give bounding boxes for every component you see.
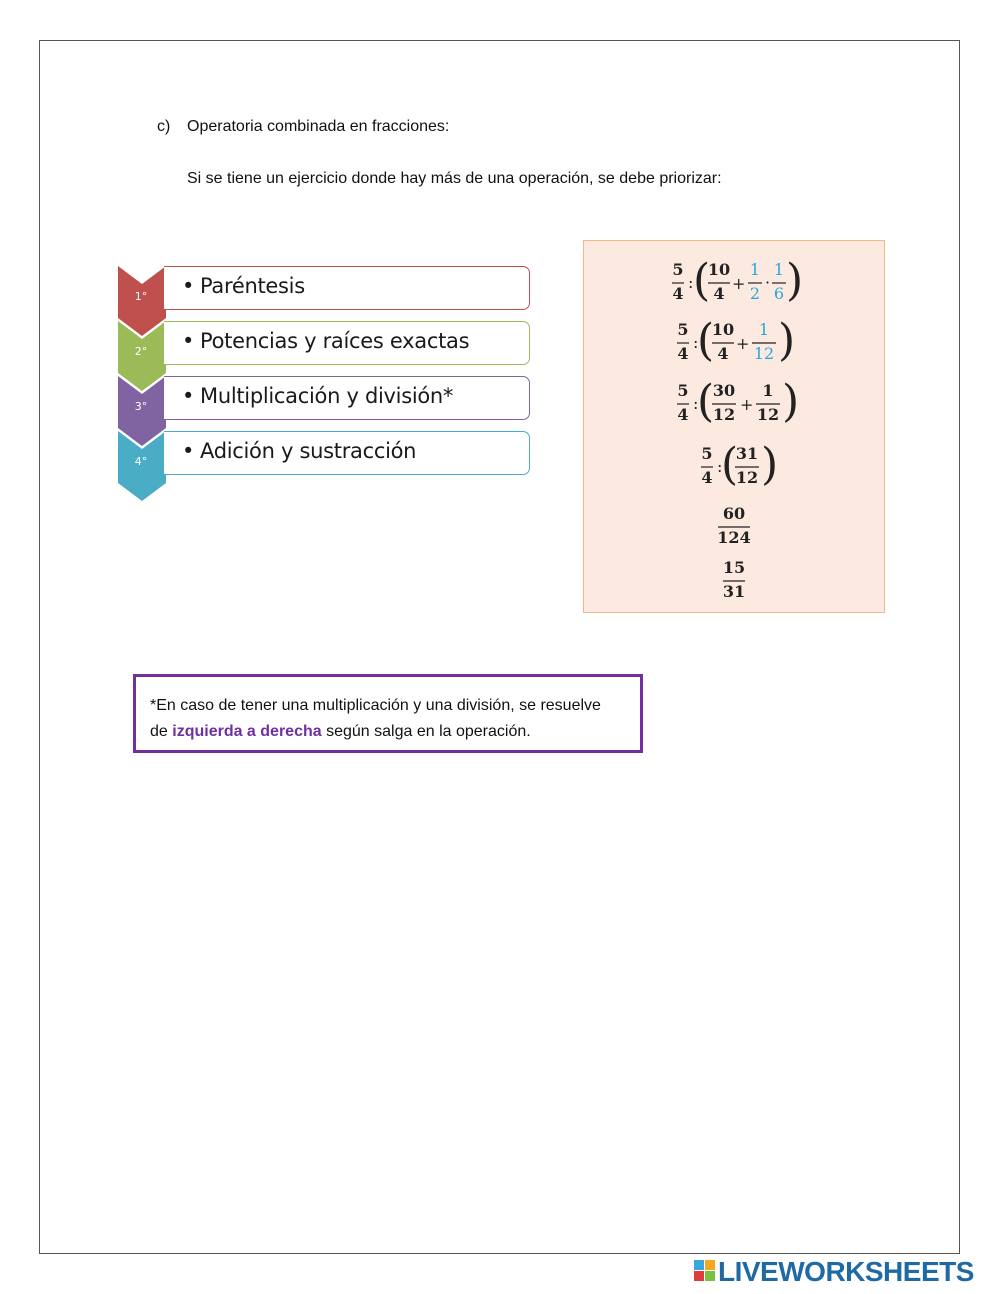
step-label xyxy=(182,274,305,298)
frac-den: 12 xyxy=(735,468,759,487)
step-label xyxy=(182,384,453,408)
open-paren: ( xyxy=(721,439,739,490)
step-number: 1° xyxy=(134,290,148,303)
note-line-1: *En caso de tener una multiplicación y una división, se resuelve xyxy=(150,697,601,714)
logo-tile xyxy=(694,1271,704,1281)
page-frame xyxy=(39,40,960,1254)
step-box xyxy=(164,321,530,365)
step-box xyxy=(164,431,530,475)
section-marker: c) xyxy=(157,118,171,135)
colon-sign: : xyxy=(693,394,699,413)
logo-tile xyxy=(705,1271,715,1281)
frac-den: 2 xyxy=(749,284,761,303)
logo-tile xyxy=(694,1260,704,1270)
frac-num: 5 xyxy=(677,381,689,400)
frac-num: 5 xyxy=(701,444,713,463)
open-paren: ( xyxy=(693,255,711,306)
intro-text: Si se tiene un ejercicio donde hay más de una operación, se debe priorizar: xyxy=(187,170,722,187)
step-label xyxy=(182,439,416,463)
frac-den: 4 xyxy=(717,344,729,363)
frac-num: 10 xyxy=(711,320,735,339)
plus-sign: + xyxy=(732,274,746,293)
note-text: según salga en la operación. xyxy=(321,723,531,740)
close-paren: ) xyxy=(782,376,800,427)
step-text: Adición y sustracción xyxy=(200,439,417,463)
frac-num: 5 xyxy=(672,260,684,279)
colon-sign: : xyxy=(688,273,694,292)
brand-name: LIVEWORKSHEETS xyxy=(718,1256,974,1287)
frac-den: 4 xyxy=(677,405,689,424)
frac-num: 1 xyxy=(749,260,761,279)
step-number: 3° xyxy=(134,400,148,413)
worked-example-panel xyxy=(583,240,885,613)
section-heading xyxy=(157,118,449,136)
priority-step-4 xyxy=(118,431,530,501)
bullet: • xyxy=(182,274,195,298)
logo-tile xyxy=(705,1260,715,1270)
section-title: Operatoria combinada en fracciones: xyxy=(187,118,450,135)
frac-num: 1 xyxy=(762,381,774,400)
frac-num: 1 xyxy=(773,260,785,279)
frac-den: 4 xyxy=(701,468,713,487)
close-paren: ) xyxy=(786,255,804,306)
bullet: • xyxy=(182,439,195,463)
frac-den: 4 xyxy=(713,284,725,303)
plus-sign: + xyxy=(736,334,750,353)
bullet: • xyxy=(182,329,195,353)
frac-num: 5 xyxy=(677,320,689,339)
close-paren: ) xyxy=(778,315,796,366)
frac-num: 31 xyxy=(735,444,759,463)
close-paren: ) xyxy=(761,439,779,490)
step-text: Paréntesis xyxy=(200,274,305,298)
frac-den: 12 xyxy=(712,405,736,424)
step-text: Multiplicación y división* xyxy=(200,384,454,408)
note-highlight: izquierda a derecha xyxy=(172,723,322,740)
step-box xyxy=(164,376,530,420)
note-box xyxy=(133,674,643,753)
bullet: • xyxy=(182,384,195,408)
open-paren: ( xyxy=(697,315,715,366)
note-text: de xyxy=(150,723,173,740)
plus-sign: + xyxy=(740,395,754,414)
frac-num: 15 xyxy=(722,558,746,577)
worked-example-math xyxy=(584,241,886,614)
frac-den: 12 xyxy=(753,344,775,363)
frac-num: 60 xyxy=(722,504,746,523)
step-label xyxy=(182,329,469,353)
logo-tiles-icon xyxy=(694,1260,716,1282)
frac-num: 30 xyxy=(712,381,736,400)
frac-den: 4 xyxy=(677,344,689,363)
step-text: Potencias y raíces exactas xyxy=(200,329,470,353)
open-paren: ( xyxy=(697,376,715,427)
colon-sign: : xyxy=(717,457,723,476)
frac-den: 124 xyxy=(717,528,751,547)
frac-num: 10 xyxy=(707,260,731,279)
frac-den: 6 xyxy=(773,284,785,303)
step-number: 2° xyxy=(134,345,148,358)
step-number: 4° xyxy=(134,455,148,468)
colon-sign: : xyxy=(693,333,699,352)
dot-sign: · xyxy=(765,273,771,292)
step-box xyxy=(164,266,530,310)
note-line-2 xyxy=(150,723,531,741)
frac-den: 31 xyxy=(722,582,746,601)
frac-den: 12 xyxy=(756,405,780,424)
frac-num: 1 xyxy=(758,320,770,339)
frac-den: 4 xyxy=(672,284,684,303)
